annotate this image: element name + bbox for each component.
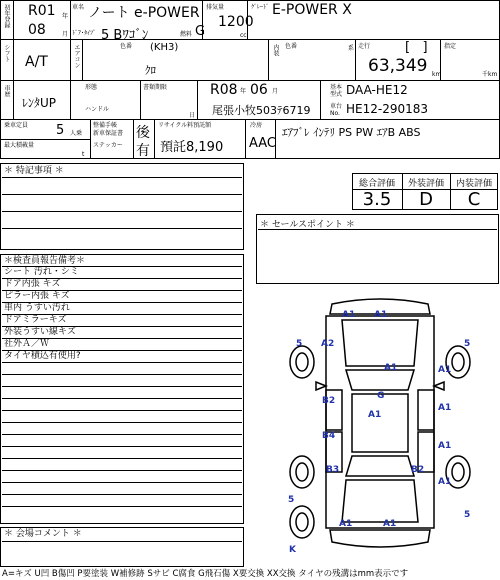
damage-label-windshield: G <box>377 391 385 401</box>
damage-label-hood-left: A2 <box>321 339 335 349</box>
chassis: HE12-290183 <box>346 102 429 116</box>
displacement-label: 排気量 <box>206 4 225 11</box>
damage-label-front-right: A1 <box>374 310 388 320</box>
door-type: 5 Bﾜｺﾞﾝ <box>101 28 149 43</box>
fuel-label: 燃料 <box>180 31 193 38</box>
plate: 尾張小牧503ﾃ6719 <box>212 104 311 117</box>
inspection-year-unit: 年 <box>240 88 247 95</box>
mileage-unit: km <box>432 71 442 78</box>
load-unit: t <box>82 151 85 158</box>
inspector-note-rule <box>2 374 242 375</box>
inspector-note-rule <box>2 398 242 399</box>
inspector-note-rule <box>2 506 242 507</box>
first-reg-label: 初年登録 <box>3 4 10 28</box>
equipment: ｴｱﾌﾞﾚ ｲﾝﾃﾘ PS PW ｴｱB ABS <box>282 126 421 139</box>
interior-label: 内装 <box>272 44 279 56</box>
handle-label: ハンドル <box>85 106 110 113</box>
reg-month: 08 <box>28 22 46 38</box>
maintenance-value: 後 <box>136 125 150 141</box>
chassis-label: 車台No. <box>330 103 343 117</box>
damage-label-roof: A1 <box>368 410 382 420</box>
damage-label-right-fender: A1 <box>438 365 452 375</box>
car-name-label: 車名 <box>72 4 85 11</box>
color: ｸﾛ <box>145 64 156 77</box>
capacity: 5 <box>56 123 65 138</box>
history-label: 車歴 <box>3 85 10 97</box>
model: DAA-HE12 <box>346 83 408 97</box>
total-score: 3.5 <box>362 189 392 210</box>
displacement-unit: cc <box>240 32 247 39</box>
cooling-value: AAC <box>249 136 276 151</box>
sticker-label: ステッカー <box>93 142 123 149</box>
warranty-value: 有 <box>136 143 150 159</box>
grade-label: ｸﾞﾚｰﾄﾞ <box>251 4 270 11</box>
legend: A=キズ U凹 B傷凹 P要塗装 W補修跡 Sサビ C腐食 G飛石傷 X要交換 XX交換 タイヤの残溝はmm表示です <box>2 569 409 579</box>
car-diagram <box>280 290 480 558</box>
inspection-day-unit: 日 <box>189 112 196 119</box>
damage-label-rear-right-wheel: 5 <box>464 510 471 520</box>
damage-label-right-door-rear: A1 <box>438 441 452 451</box>
history: ﾚﾝﾀUP <box>22 96 57 110</box>
inspector-note-line: ピラー内張 キズ <box>4 291 70 301</box>
reg-year: R01 <box>28 3 56 19</box>
mileage: 63,349 <box>368 56 428 76</box>
interior-score: C <box>467 189 481 210</box>
inspector-note-line: 外装うすい線キズ <box>4 327 76 337</box>
inspector-note-line: タイヤ積込有使用? <box>4 351 81 361</box>
inspector-note-line: ドアミラーキズ <box>4 315 67 325</box>
damage-label-hood: A1 <box>384 363 398 373</box>
shape-label: 形態 <box>85 84 98 91</box>
shift: A/T <box>25 54 48 70</box>
displacement: 1200 <box>218 14 254 30</box>
inspection-year: R08 <box>210 82 238 98</box>
mileage-bracket: [ ] <box>405 40 428 55</box>
total-score-label: 総合評価 <box>358 179 395 189</box>
damage-label-right-rear: A1 <box>438 477 452 487</box>
damage-label-left-door-rear: B4 <box>322 431 336 441</box>
inspector-note-rule <box>2 422 242 423</box>
inspector-note-rule <box>2 362 242 363</box>
warranty-label: 新車保証書 <box>93 130 124 137</box>
recycle-value: 預託8,190 <box>160 140 224 155</box>
reg-month-unit: 月 <box>62 31 69 38</box>
damage-label-rear-left-wheel: 5 <box>288 495 295 505</box>
recycle-label: リサイクル料預託額 <box>158 122 212 129</box>
inspector-note-rule <box>2 458 242 459</box>
car-name: ノート e-POWER <box>88 5 200 21</box>
inspection-month-unit: 月 <box>272 88 279 95</box>
inspector-note-rule <box>2 410 242 411</box>
mileage-label: 走行 <box>358 43 371 50</box>
inspection-label: 書類期限 <box>143 84 168 91</box>
damage-label-right-door-front: A1 <box>438 403 452 413</box>
damage-label-left-door-front: B2 <box>322 396 336 406</box>
shift-label: シフト <box>3 44 10 62</box>
maintenance-label: 整備手帳 <box>93 122 118 129</box>
special-notes-title: ＊ 特記事項 ＊ <box>4 166 64 176</box>
exterior-score-label: 外装評価 <box>407 179 444 189</box>
interior-color-label: 色番 <box>285 43 298 50</box>
spec-label: 指定 <box>444 43 457 50</box>
model-label: 基本型式 <box>330 84 343 98</box>
interior-score-label: 内装評価 <box>455 179 492 189</box>
spec-unit: 千km <box>482 71 498 78</box>
ac-label: エアコン <box>73 44 80 68</box>
damage-label-front-right-wheel: 5 <box>464 339 471 349</box>
inspector-note-line: シート 汚れ・シミ <box>4 267 79 277</box>
inspection-month: 06 <box>250 82 268 98</box>
damage-label-rear-bumper: K <box>289 545 296 555</box>
inspector-note-rule <box>2 434 242 435</box>
damage-label-rear-left: A1 <box>339 519 353 529</box>
capacity-unit: 人乗 <box>70 130 83 137</box>
damage-label-front-left: A1 <box>342 310 356 320</box>
venue-comment-title: ＊ 会場コメント ＊ <box>4 529 82 539</box>
color-label: 色番 <box>120 43 133 50</box>
inspector-note-rule <box>2 494 242 495</box>
inspector-note-line: ドア内張 キズ <box>4 279 61 289</box>
grade: E-POWER X <box>272 2 352 18</box>
damage-label-left-quarter: B3 <box>326 465 340 475</box>
cooling-label: 冷房 <box>250 122 263 129</box>
inspector-note-line: 社外Ａ／Ｗ <box>4 339 50 349</box>
reg-year-unit: 年 <box>62 13 69 20</box>
damage-label-rear-right: A1 <box>383 519 397 529</box>
door-type-label: ﾄﾞｱ･ﾀｲﾌﾟ <box>72 30 97 37</box>
color-code: (KH3) <box>150 42 179 53</box>
inspector-note-rule <box>2 482 242 483</box>
inspector-note-rule <box>2 470 242 471</box>
interior-unit: 系 <box>348 45 355 52</box>
damage-label-right-quarter: B2 <box>411 465 425 475</box>
inspector-note-rule <box>2 446 242 447</box>
sales-point-title: ＊ セールスポイント ＊ <box>260 220 355 230</box>
exterior-score: D <box>419 189 433 210</box>
inspector-note-line: 車内 うすい汚れ <box>4 303 70 313</box>
load-label: 最大積載量 <box>4 142 35 149</box>
inspector-notes-title: ＊検査員報告備考＊ <box>4 256 86 266</box>
damage-label-front-left-wheel: 5 <box>296 339 303 349</box>
capacity-label: 乗車定員 <box>4 122 29 129</box>
inspector-note-rule <box>2 386 242 387</box>
fuel: G <box>195 24 206 39</box>
